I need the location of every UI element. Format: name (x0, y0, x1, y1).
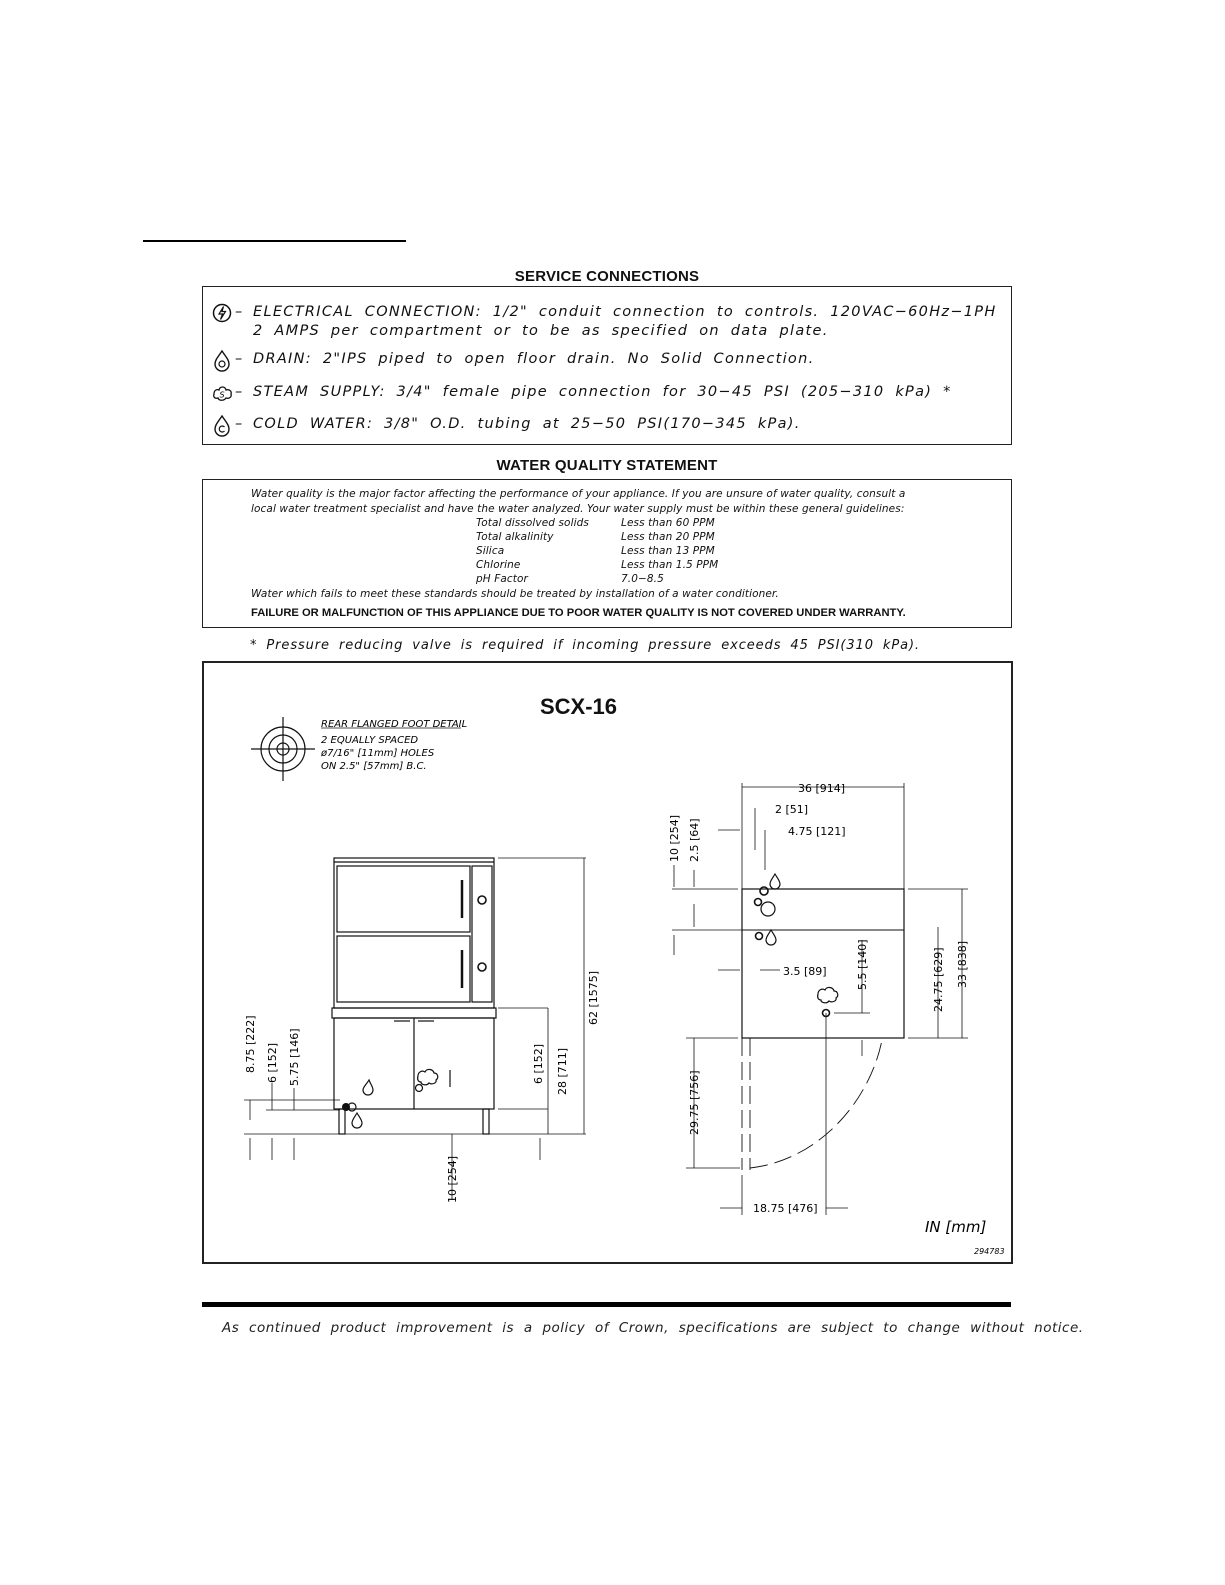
water-quality-intro-1: Water quality is the major factor affecting the performance of your appliance. If you are unsure of water quality, consult a (251, 488, 906, 500)
guideline-name: Total dissolved solids (476, 517, 589, 529)
guideline-name: pH Factor (476, 573, 528, 585)
foot-detail-line3: ON 2.5" [57mm] B.C. (321, 761, 427, 772)
guideline-name: Total alkalinity (476, 531, 554, 543)
foot-detail-title: REAR FLANGED FOOT DETAIL (321, 719, 468, 730)
dim-10-bottom: 10 [254] (446, 1155, 459, 1203)
bottom-rule (202, 1302, 1011, 1307)
warranty-warning: FAILURE OR MALFUNCTION OF THIS APPLIANCE DUE TO POOR WATER QUALITY IS NOT COVERED UNDER WARRANTY. (251, 607, 906, 619)
compartment-door-top (337, 866, 470, 932)
guideline-value: Less than 60 PPM (621, 517, 715, 529)
guideline-value: 7.0−8.5 (621, 573, 664, 585)
water-quality-closing: Water which fails to meet these standards should be treated by installation of a water conditioner. (251, 588, 779, 600)
units-label: IN [mm] (925, 1218, 987, 1236)
guideline-value: Less than 13 PPM (621, 545, 715, 557)
dim-62: 62 [1575] (587, 970, 600, 1025)
service-connections-title: SERVICE CONNECTIONS (514, 268, 700, 285)
dim-6-right: 6 [152] (532, 1043, 545, 1084)
dim-3-5: 3.5 [89] (783, 965, 827, 978)
dim-2: 2 [51] (775, 803, 809, 816)
dim-29-75: 29.75 [756] (688, 1070, 701, 1135)
dim-33: 33 [838] (956, 940, 969, 988)
model-title: SCX-16 (540, 694, 618, 719)
water-quality-intro-2: local water treatment specialist and have the water analyzed. Your water supply must be within these general guidelines: (251, 503, 905, 515)
dim-36: 36 [914] (798, 782, 846, 795)
cabinet-top-trim (332, 1008, 496, 1018)
guideline-name: Chlorine (476, 559, 521, 571)
electrical-connection-text-2: 2 AMPS per compartment or to be as specified on data plate. (253, 323, 829, 339)
dim-28: 28 [711] (556, 1047, 569, 1095)
dim-5-5: 5.5 [140] (856, 939, 869, 990)
dim-24-75: 24.75 [629] (932, 947, 945, 1012)
dim-2-5: 2.5 [64] (688, 818, 701, 862)
foot-detail-line1: 2 EQUALLY SPACED (321, 735, 419, 746)
steam-supply-text: STEAM SUPPLY: 3/4" female pipe connection for 30−45 PSI (205−310 kPa) * (253, 384, 952, 400)
svg-text:S: S (219, 390, 226, 400)
dim-6-left: 6 [152] (266, 1042, 279, 1083)
dim-10: 10 [254] (668, 814, 681, 862)
disclaimer: As continued product improvement is a policy of Crown, specifications are subject to change without notice. (222, 1320, 1084, 1336)
guideline-value: Less than 20 PPM (621, 531, 715, 543)
compartment-door-bottom (337, 936, 470, 1002)
cold-water-text: COLD WATER: 3/8" O.D. tubing at 25−50 PSI(170−345 kPa). (253, 416, 801, 432)
drawing-number: 294783 (974, 1247, 1005, 1256)
dim-18-75: 18.75 [476] (753, 1202, 818, 1215)
service-connections-box: – ELECTRICAL CONNECTION: 1/2" conduit connection to controls. 120VAC−60Hz−1PH 2 AMPS per compartment or to be as specified on data plate. – DRAIN: 2"IPS piped to open floor drain. No Solid Connection. S – STEAM SUPPLY: 3/4" female pipe connection for 30−45 PSI (205−310 kPa) * – COLD WATER: 3/8" O.D. tubing at 25−50 PSI(170−345 kPa). (202, 286, 1012, 445)
dim-5-75: 5.75 [146] (288, 1028, 301, 1086)
guideline-name: Silica (476, 545, 505, 557)
dim-8-75: 8.75 [222] (244, 1015, 257, 1073)
foot-detail-line2: ø7/16" [11mm] HOLES (321, 748, 435, 759)
dim-4-75: 4.75 [121] (788, 825, 846, 838)
drain-text: DRAIN: 2"IPS piped to open floor drain. No Solid Connection. (253, 351, 815, 367)
guideline-value: Less than 1.5 PPM (621, 559, 719, 571)
water-quality-title: WATER QUALITY STATEMENT (496, 457, 718, 474)
pressure-footnote: * Pressure reducing valve is required if incoming pressure exceeds 45 PSI(310 kPa). (250, 638, 920, 653)
control-panel (472, 866, 492, 1002)
electrical-connection-text: ELECTRICAL CONNECTION: 1/2" conduit connection to controls. 120VAC−60Hz−1PH (253, 304, 997, 320)
